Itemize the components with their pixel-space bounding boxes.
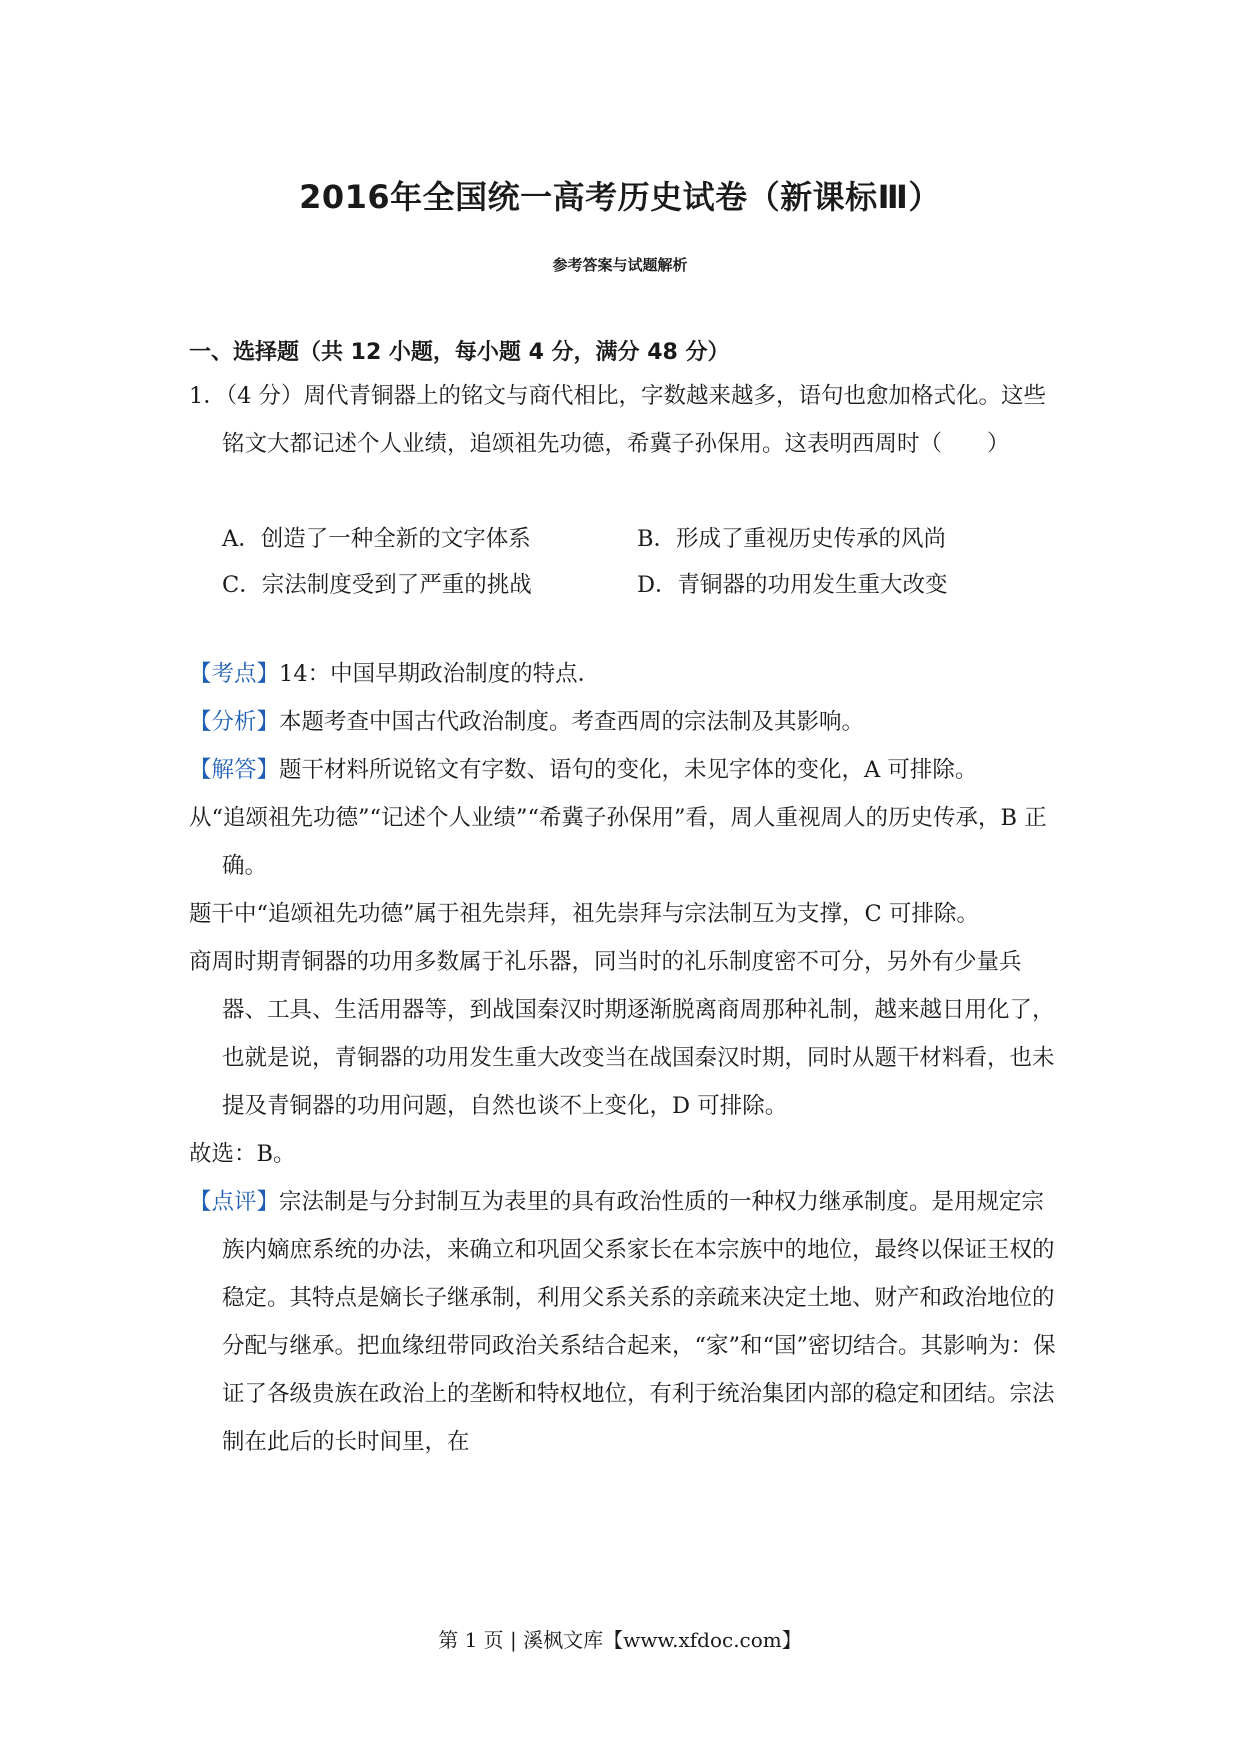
dianping-paragraph — [189, 1178, 1059, 1466]
fenxi-tag: 【分析】 — [189, 709, 280, 735]
kaodian-paragraph — [189, 650, 1059, 698]
options-row — [222, 562, 1052, 608]
question-options — [222, 516, 1052, 608]
fenxi-paragraph — [189, 698, 1059, 746]
analysis-b-paragraph: 从“追颂祖先功德”“记述个人业绩”“希冀子孙保用”看，周人重视周人的历史传承，B 正确。 — [189, 805, 1047, 879]
page-footer: 第 1 页 | 溪枫文库【www.xfdoc.com】 — [438, 1628, 802, 1652]
page-subtitle: 参考答案与试题解析 — [552, 256, 688, 274]
analysis-d-paragraph: 商周时期青铜器的功用多数属于礼乐器，同当时的礼乐制度密不可分，另外有少量兵器、工具、生活用器等，到战国秦汉时期逐渐脱离商周那种礼制，越来越日用化了，也就是说，青铜器的功用发生重大改变当在战国秦汉时期，同时从题干材料看，也未提及青铜器的功用问题，自然也谈不上变化，D 可排除。 — [189, 949, 1055, 1119]
answer-choice: 故选：B。 — [189, 1141, 296, 1167]
jieda-tag: 【解答】 — [189, 757, 280, 783]
page-title: 2016年全国统一高考历史试卷（新课标Ⅲ） — [299, 178, 941, 216]
fenxi-text: 本题考查中国古代政治制度。考查西周的宗法制及其影响。 — [279, 709, 865, 735]
option-b: B．形成了重视历史传承的风尚 — [637, 526, 947, 552]
kaodian-tag: 【考点】 — [189, 661, 280, 687]
analysis-c-paragraph: 题干中“追颂祖先功德”属于祖先崇拜，祖先崇拜与宗法制互为支撑，C 可排除。 — [189, 901, 979, 927]
question-stem: 1．（4 分）周代青铜器上的铭文与商代相比，字数越来越多，语句也愈加格式化。这些铭文大都记述个人业绩，追颂祖先功德，希冀子孙保用。这表明西周时（ ） — [189, 383, 1047, 457]
question-block — [189, 372, 1059, 468]
options-row — [222, 516, 1052, 562]
jieda-text: 题干材料所说铭文有字数、语句的变化，未见字体的变化，A 可排除。 — [279, 757, 978, 783]
option-a: A．创造了一种全新的文字体系 — [222, 526, 531, 552]
jieda-paragraph — [189, 746, 1059, 794]
option-d: D．青铜器的功用发生重大改变 — [637, 572, 948, 598]
dianping-tag: 【点评】 — [189, 1189, 280, 1215]
option-c: C．宗法制度受到了严重的挑战 — [222, 572, 532, 598]
section-heading: 一、选择题（共 12 小题，每小题 4 分，满分 48 分） — [189, 340, 730, 365]
dianping-text: 宗法制是与分封制互为表里的具有政治性质的一种权力继承制度。是用规定宗族内嫡庶系统的办法，来确立和巩固父系家长在本宗族中的地位，最终以保证王权的稳定。其特点是嫡长子继承制，利用父系关系的亲疏来决定土地、财产和政治地位的分配与继承。把血缘纽带同政治关系结合起来，“家”和“国”密切结合。其影响为：保证了各级贵族在政治上的垄断和特权地位，有利于统治集团内部的稳定和团结。宗法制在此后的长时间里，在 — [222, 1189, 1056, 1455]
answer-block — [189, 650, 1059, 1466]
kaodian-text: 14：中国早期政治制度的特点． — [279, 661, 601, 687]
